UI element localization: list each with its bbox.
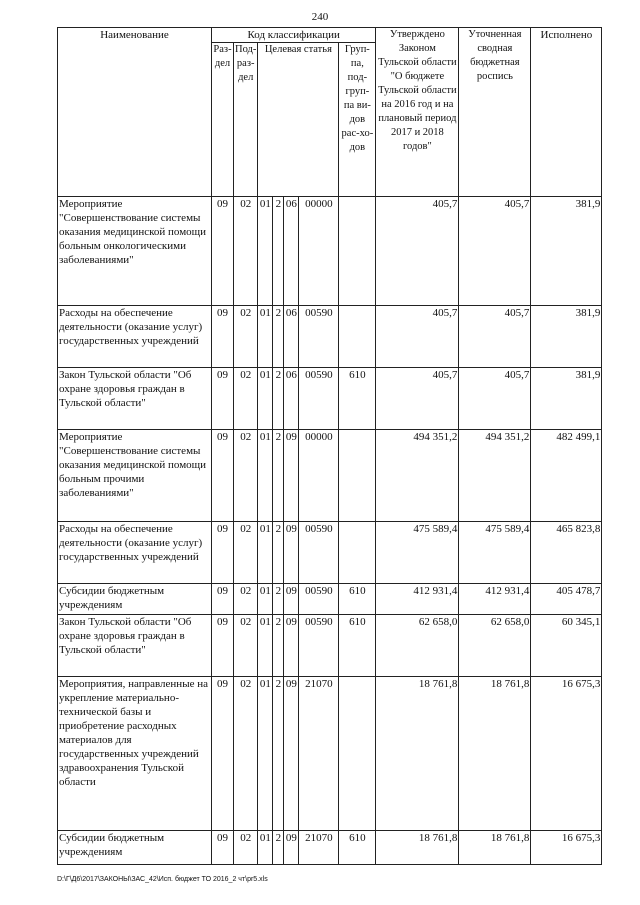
header-code-group: Код классификации	[212, 28, 376, 43]
table-row	[58, 430, 602, 522]
cell-c1: 01	[258, 584, 273, 615]
cell-c3: 09	[284, 430, 299, 522]
cell-c4: 21070	[299, 677, 339, 831]
cell-razdel: 09	[212, 197, 234, 306]
cell-c3: 09	[284, 615, 299, 677]
cell-refined: 475 589,4	[459, 522, 531, 584]
cell-name: Расходы на обеспечение деятельности (оказание услуг) государственных учреждений	[58, 522, 212, 584]
cell-c1: 01	[258, 368, 273, 430]
cell-podrazdel: 02	[234, 584, 258, 615]
cell-c2: 2	[273, 522, 284, 584]
cell-c3: 06	[284, 306, 299, 368]
cell-approved: 405,7	[376, 306, 459, 368]
cell-podrazdel: 02	[234, 197, 258, 306]
header-gruppa: Груп-па, под-груп-па ви-дов рас-хо-дов	[339, 43, 376, 197]
cell-approved: 475 589,4	[376, 522, 459, 584]
cell-refined: 62 658,0	[459, 615, 531, 677]
cell-executed: 381,9	[531, 197, 602, 306]
cell-razdel: 09	[212, 677, 234, 831]
cell-approved: 62 658,0	[376, 615, 459, 677]
cell-podrazdel: 02	[234, 831, 258, 865]
cell-gruppa: 610	[339, 831, 376, 865]
cell-refined: 405,7	[459, 306, 531, 368]
cell-c2: 2	[273, 368, 284, 430]
cell-c3: 09	[284, 522, 299, 584]
cell-name: Субсидии бюджетным учреждениям	[58, 584, 212, 615]
cell-approved: 494 351,2	[376, 430, 459, 522]
cell-name: Мероприятия, направленные на укрепление материально-технической базы и приобретение расходных материалов для государственных учреждений здравоохранения Тульской области	[58, 677, 212, 831]
cell-approved: 18 761,8	[376, 831, 459, 865]
cell-refined: 494 351,2	[459, 430, 531, 522]
cell-approved: 412 931,4	[376, 584, 459, 615]
cell-executed: 381,9	[531, 306, 602, 368]
header-podrazdel: Под-раз-дел	[234, 43, 258, 197]
header-name: Наименование	[58, 28, 212, 197]
cell-podrazdel: 02	[234, 306, 258, 368]
cell-c4: 00590	[299, 615, 339, 677]
cell-c2: 2	[273, 615, 284, 677]
cell-refined: 405,7	[459, 368, 531, 430]
cell-approved: 18 761,8	[376, 677, 459, 831]
cell-c1: 01	[258, 430, 273, 522]
cell-name: Закон Тульской области "Об охране здоровья граждан в Тульской области"	[58, 368, 212, 430]
cell-c4: 00590	[299, 306, 339, 368]
cell-c1: 01	[258, 306, 273, 368]
cell-c1: 01	[258, 615, 273, 677]
cell-name: Закон Тульской области "Об охране здоровья граждан в Тульской области"	[58, 615, 212, 677]
cell-c3: 09	[284, 831, 299, 865]
cell-c2: 2	[273, 430, 284, 522]
cell-c2: 2	[273, 197, 284, 306]
cell-approved: 405,7	[376, 197, 459, 306]
cell-c4: 00590	[299, 368, 339, 430]
cell-approved: 405,7	[376, 368, 459, 430]
cell-c2: 2	[273, 584, 284, 615]
cell-name: Мероприятие "Совершенствование системы оказания медицинской помощи больным онкологическими заболеваниями"	[58, 197, 212, 306]
cell-executed: 405 478,7	[531, 584, 602, 615]
cell-razdel: 09	[212, 368, 234, 430]
cell-name: Мероприятие "Совершенствование системы оказания медицинской помощи больным прочими заболеваниями"	[58, 430, 212, 522]
cell-executed: 465 823,8	[531, 522, 602, 584]
table-row	[58, 584, 602, 615]
cell-gruppa	[339, 197, 376, 306]
cell-executed: 16 675,3	[531, 677, 602, 831]
header-celevaya: Целевая статья	[258, 43, 339, 197]
cell-c3: 09	[284, 584, 299, 615]
cell-c4: 00000	[299, 430, 339, 522]
budget-table	[57, 27, 602, 865]
cell-podrazdel: 02	[234, 522, 258, 584]
file-path-footer: D:\Г\Д6\2017\ЗАКОНЫ\ЗАС_42\Исп. бюджет ТО 2016_2 чт\pr5.xls	[57, 876, 268, 883]
page-number: 240	[311, 11, 329, 23]
cell-razdel: 09	[212, 831, 234, 865]
cell-executed: 16 675,3	[531, 831, 602, 865]
cell-podrazdel: 02	[234, 368, 258, 430]
cell-gruppa	[339, 306, 376, 368]
cell-c2: 2	[273, 677, 284, 831]
cell-podrazdel: 02	[234, 430, 258, 522]
cell-gruppa: 610	[339, 615, 376, 677]
header-executed: Исполнено	[531, 28, 602, 197]
cell-razdel: 09	[212, 522, 234, 584]
cell-executed: 381,9	[531, 368, 602, 430]
header-approved: Утверждено Законом Тульской области "О бюджете Тульской области на 2016 год и на плановый период 2017 и 2018 годов"	[376, 28, 459, 197]
table-row	[58, 677, 602, 831]
cell-refined: 18 761,8	[459, 831, 531, 865]
table-row	[58, 831, 602, 865]
cell-gruppa	[339, 677, 376, 831]
cell-executed: 482 499,1	[531, 430, 602, 522]
cell-name: Расходы на обеспечение деятельности (оказание услуг) государственных учреждений	[58, 306, 212, 368]
cell-c4: 21070	[299, 831, 339, 865]
cell-razdel: 09	[212, 430, 234, 522]
cell-c3: 06	[284, 368, 299, 430]
cell-c3: 09	[284, 677, 299, 831]
cell-c1: 01	[258, 831, 273, 865]
table-row	[58, 368, 602, 430]
cell-c1: 01	[258, 197, 273, 306]
cell-executed: 60 345,1	[531, 615, 602, 677]
cell-razdel: 09	[212, 306, 234, 368]
cell-c2: 2	[273, 831, 284, 865]
table-row	[58, 615, 602, 677]
table-row	[58, 197, 602, 306]
cell-c1: 01	[258, 522, 273, 584]
header-razdel: Раз-дел	[212, 43, 234, 197]
cell-refined: 412 931,4	[459, 584, 531, 615]
table-row	[58, 306, 602, 368]
cell-razdel: 09	[212, 584, 234, 615]
cell-name: Субсидии бюджетным учреждениям	[58, 831, 212, 865]
cell-gruppa	[339, 522, 376, 584]
cell-gruppa	[339, 430, 376, 522]
table-row	[58, 522, 602, 584]
cell-gruppa: 610	[339, 368, 376, 430]
cell-podrazdel: 02	[234, 677, 258, 831]
header-refined: Уточненная сводная бюджетная роспись	[459, 28, 531, 197]
cell-c2: 2	[273, 306, 284, 368]
cell-c4: 00000	[299, 197, 339, 306]
cell-podrazdel: 02	[234, 615, 258, 677]
cell-c4: 00590	[299, 522, 339, 584]
cell-refined: 18 761,8	[459, 677, 531, 831]
cell-refined: 405,7	[459, 197, 531, 306]
cell-c1: 01	[258, 677, 273, 831]
cell-razdel: 09	[212, 615, 234, 677]
cell-c3: 06	[284, 197, 299, 306]
cell-gruppa: 610	[339, 584, 376, 615]
cell-c4: 00590	[299, 584, 339, 615]
